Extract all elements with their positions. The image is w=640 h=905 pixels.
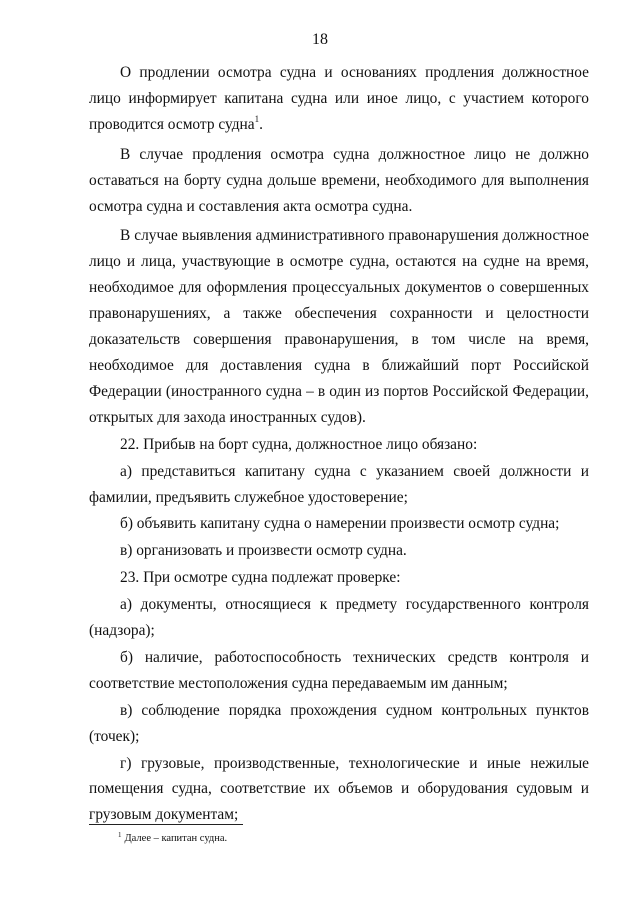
paragraph-item-22a: а) представиться капитану судна с указанием своей должности и фамилии, предъявить служебное удостоверение; bbox=[89, 462, 589, 506]
paragraph-violation-case: В случае выявления административного правонарушения должностное лицо и лица, участвующие в осмотре судна, остаются на судне на время, необходимое для оформления процессуальных документов о совершенных правонарушениях, а также обеспечения сохранности и целостности доказательств совершения правонарушения, в том числе на время, необходимое для доставления судна в ближайший порт Российской Федерации (иностранного судна – в один из портов Российской Федерации, открытых для захода иностранных судов). bbox=[89, 227, 589, 426]
footnote-reference: 1 bbox=[254, 113, 260, 124]
footnote bbox=[118, 832, 227, 846]
paragraph-item-22v: в) организовать и произвести осмотр судна. bbox=[120, 542, 407, 560]
paragraph-item-23v: в) соблюдение порядка прохождения судном контрольных пунктов (точек); bbox=[89, 701, 589, 745]
paragraph-item-22b: б) объявить капитану судна о намерении произвести осмотр судна; bbox=[120, 515, 560, 533]
paragraph-item-23g: г) грузовые, производственные, технологические и иные нежилые помещения судна, соответствие их объемов и оборудования судовым и грузовым документам; bbox=[89, 754, 589, 824]
footnote-separator bbox=[89, 824, 243, 825]
paragraph-extension-limit: В случае продления осмотра судна должностное лицо не должно оставаться на борту судна дольше времени, необходимого для выполнения осмотра судна и составления акта осмотра судна. bbox=[89, 145, 589, 215]
paragraph-item-23b: б) наличие, работоспособность технических средств контроля и соответствие местоположения судна передаваемым им данным; bbox=[89, 648, 589, 692]
footnote-mark: 1 bbox=[118, 831, 122, 839]
document-body bbox=[89, 60, 589, 829]
page-number: 18 bbox=[312, 31, 328, 48]
paragraph-item-23: 23. При осмотре судна подлежат проверке: bbox=[120, 569, 401, 587]
paragraph-item-23a: а) документы, относящиеся к предмету государственного контроля (надзора); bbox=[89, 596, 589, 640]
footnote-text: Далее – капитан судна. bbox=[124, 833, 228, 844]
paragraph-item-22: 22. Прибыв на борт судна, должностное лицо обязано: bbox=[120, 435, 478, 453]
paragraph-extension-notice: О продлении осмотра судна и основаниях продления должностное лицо информирует капитана судна или иное лицо, с участием которого проводится осмотр судна$^1$. bbox=[89, 64, 589, 133]
